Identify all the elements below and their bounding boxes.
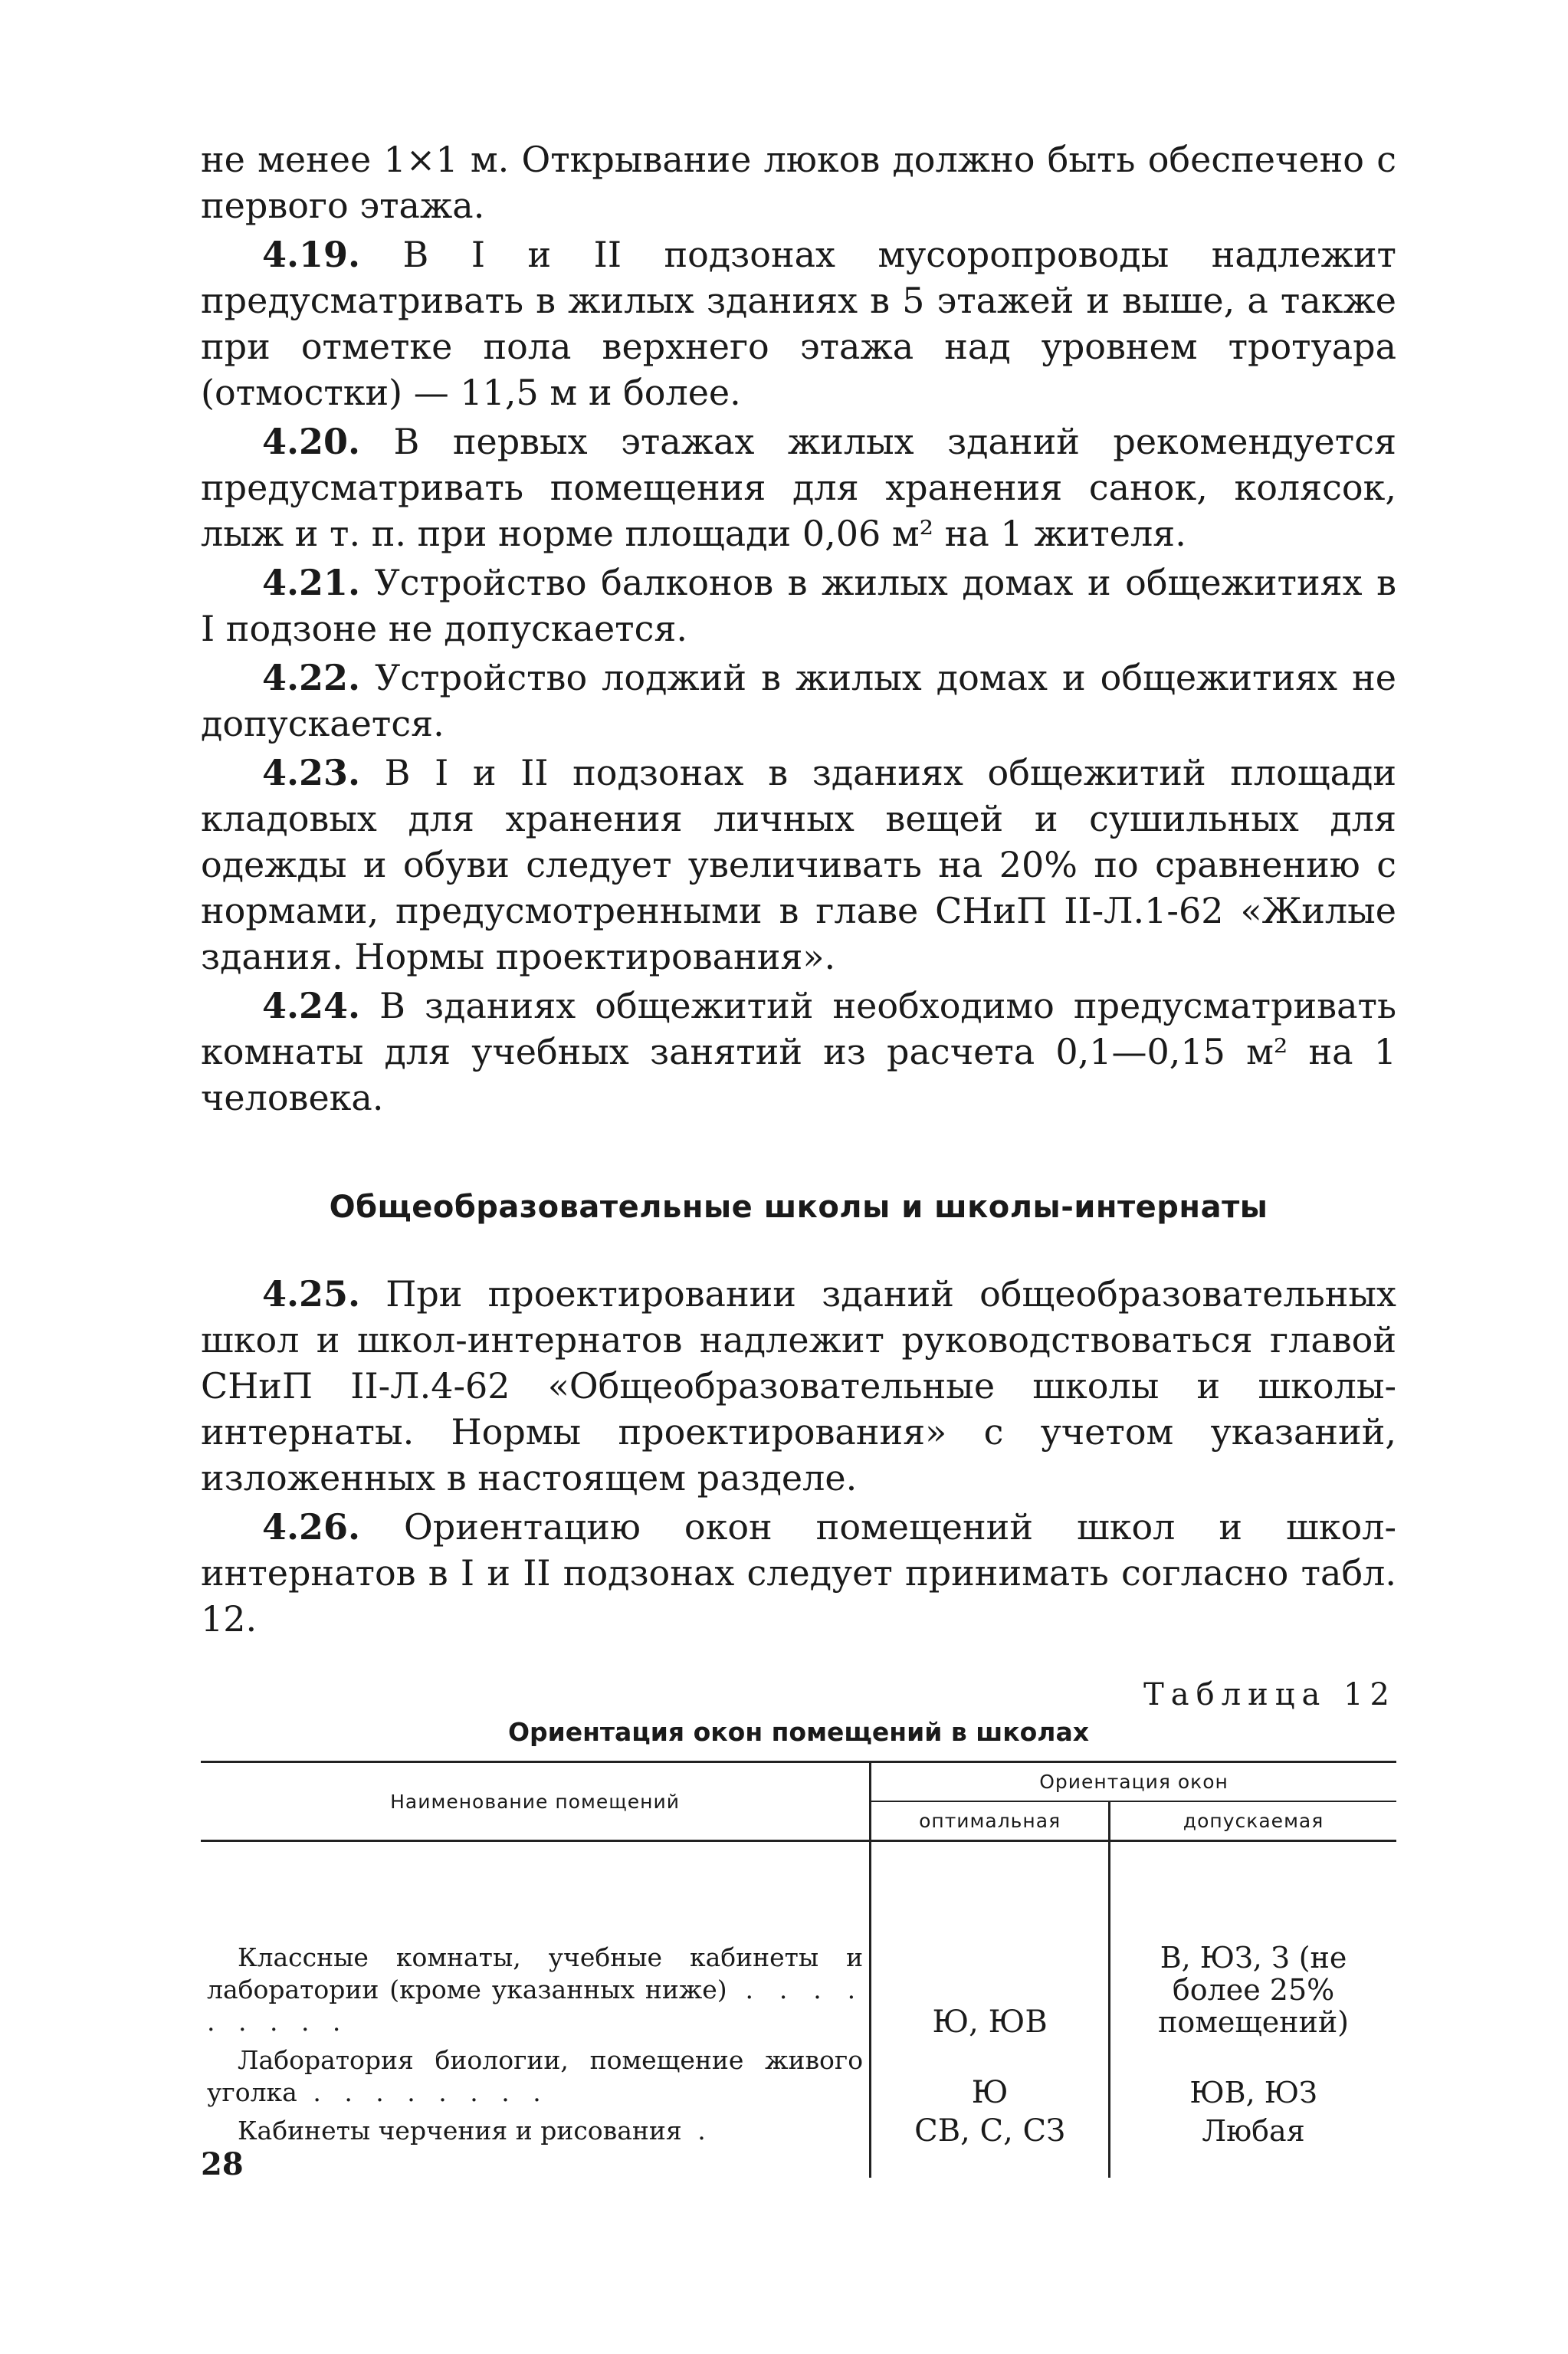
paragraph-4-23 [201, 750, 1396, 980]
orientation-table [201, 1761, 1396, 2178]
paragraph-number: 4.23. [262, 752, 361, 793]
table-title: Ориентация окон помещений в школах [507, 1717, 1090, 1747]
paragraph-number: 4.26. [262, 1506, 361, 1548]
section-heading: Общеобразовательные школы и школы-интернаты [329, 1190, 1268, 1225]
room-name-cell [201, 2041, 871, 2112]
optimal-cell: Ю [871, 2041, 1110, 2112]
paragraph-4-19 [201, 231, 1396, 415]
header-room-name: Наименование помещений [390, 1790, 680, 1813]
paragraph-4-22 [201, 655, 1396, 747]
table-row [201, 2112, 1396, 2178]
paragraph-4-20 [201, 419, 1396, 556]
table-caption: Таблица 12 [1143, 1677, 1396, 1712]
paragraph-continuation [201, 136, 1396, 228]
room-name: Кабинеты черчения и рисования [238, 2116, 682, 2146]
paragraph-text: В I и II подзонах мусоропроводы надлежит предусматривать в жилых зданиях в 5 этажей и выше, а также при отметке пола верхнего этажа над уровнем тротуара (отмостки) — 11,5 м и более. [201, 234, 1396, 413]
paragraph-text: В I и II подзонах в зданиях общежитий площади кладовых для хранения личных вещей и сушильных для одежды и обуви следует увеличивать на 20% по сравнению с нормами, предусмотренными в главе СНиП II-Л.1-62 «Жилые здания. Нормы проектирования». [201, 752, 1396, 977]
paragraph-4-25 [201, 1271, 1396, 1501]
acceptable-cell: В, ЮЗ, З (не более 25% помещений) [1110, 1841, 1396, 2042]
paragraph-text: При проектировании зданий общеобразовательных школ и школ-интернатов надлежит руководствоваться главой СНиП II-Л.4-62 «Общеобразовательные школы и школы-интернаты. Нормы проектирования» с учетом указаний, изложенных в настоящем разделе. [201, 1273, 1396, 1499]
paragraph-text: Ориентацию окон помещений школ и школ-интернатов в I и II подзонах следует принимать согласно табл. 12. [201, 1506, 1396, 1640]
paragraph-text: В первых этажах жилых зданий рекомендуется предусматривать помещения для хранения санок, колясок, лыж и т. п. при норме площади 0,06 м² на 1 жителя. [201, 421, 1396, 554]
text-column [201, 136, 1396, 2178]
paragraph-number: 4.19. [262, 234, 361, 275]
room-name-cell [201, 1841, 871, 2042]
paragraph-text: В зданиях общежитий необходимо предусматривать комнаты для учебных занятий из расчета 0,1—0,15 м² на 1 человека. [201, 985, 1396, 1118]
header-acceptable: допускаемая [1110, 1801, 1396, 1841]
table-row [201, 1841, 1396, 2042]
acceptable-cell: Любая [1110, 2112, 1396, 2178]
paragraph-text: Устройство балконов в жилых домах и общежитиях в I подзоне не допускается. [201, 562, 1396, 649]
leader-dots: . . . . . . . . [297, 2077, 549, 2107]
paragraph-4-24 [201, 983, 1396, 1121]
paragraph-4-26 [201, 1504, 1396, 1642]
paragraph-number: 4.21. [262, 562, 361, 603]
header-optimal: оптимальная [871, 1801, 1110, 1841]
optimal-cell: СВ, С, СЗ [871, 2112, 1110, 2178]
room-name-cell [201, 2112, 871, 2178]
acceptable-cell: ЮВ, ЮЗ [1110, 2041, 1396, 2112]
paragraph-number: 4.25. [262, 1273, 361, 1315]
table-row [201, 2041, 1396, 2112]
paragraph-number: 4.24. [262, 985, 361, 1026]
leader-dots: . [681, 2116, 713, 2146]
paragraph-4-21 [201, 560, 1396, 652]
paragraph-number: 4.20. [262, 421, 361, 462]
paragraph-number: 4.22. [262, 657, 361, 698]
room-name: Классные комнаты, учебные кабинеты и лаборатории (кроме указанных ниже) [207, 1942, 864, 2004]
leader-dots: . . . . . . . . . [207, 1975, 864, 2037]
paragraph-text: Устройство лоджий в жилых домах и общежитиях не допускается. [201, 657, 1396, 744]
paragraph-text: не менее 1×1 м. Открывание люков должно быть обеспечено с первого этажа. [201, 139, 1396, 226]
room-name: Лаборатория биологии, помещение живого уголка [207, 2045, 864, 2107]
header-window-orientation: Ориентация окон [871, 1762, 1396, 1802]
page-number: 28 [201, 2146, 244, 2182]
optimal-cell: Ю, ЮВ [871, 1841, 1110, 2042]
